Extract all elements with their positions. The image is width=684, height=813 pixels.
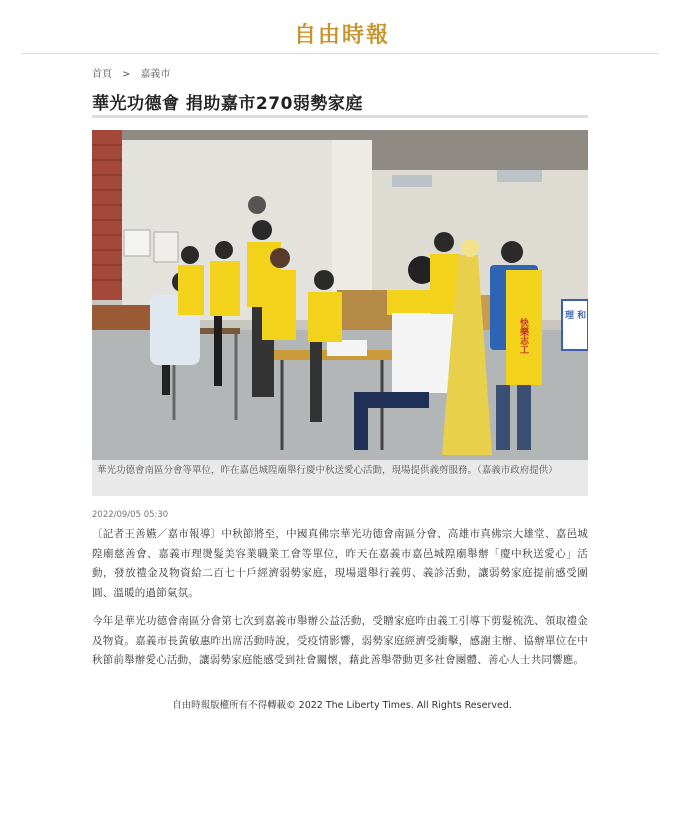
article-title: 華光功德會 捐助嘉市270弱勢家庭 [92, 94, 363, 114]
publish-date: 2022/09/05 05:30 [92, 510, 169, 520]
photo-illustration [92, 130, 588, 460]
breadcrumb [92, 65, 170, 80]
photo-caption: 華光功德會南區分會等單位，昨在嘉邑城隍廟舉行慶中秋送愛心活動，現場提供義剪服務。（嘉義市政府提供） [92, 460, 588, 496]
title-divider [92, 115, 588, 118]
article-paragraph: 〔記者王善嬿／嘉市報導〕中秋節將至，中國真佛宗華光功德會南區分會、高雄市真佛宗大雄堂、嘉邑城隍廟慈善會、嘉義市理燙髮美容業職業工會等單位，昨天在嘉義市嘉邑城隍廟舉辦「慶中秋送愛心」活動，發放禮金及物資給二百七十戶經濟弱勢家庭，現場還舉行義剪、義診活動，讓弱勢家庭提前感受團圓、溫暖的過節氣氛。 [92, 528, 588, 599]
photo-vest-text: 快樂志工 [518, 318, 528, 354]
article-photo[interactable] [92, 130, 588, 460]
breadcrumb-separator: > [122, 69, 131, 80]
site-logo-text: 自由時報 [293, 22, 390, 48]
copyright-notice: 自由時報版權所有不得轉載© 2022 The Liberty Times. All Rights Reserved. [172, 700, 512, 711]
article-paragraph: 今年是華光功德會南區分會第七次到嘉義市舉辦公益活動，受贈家庭昨由義工引導下剪髮梳洗、領取禮金及物資。嘉義市長黃敏惠昨出席活動時說，受疫情影響，弱勢家庭經濟受衝擊，感謝主辦、協辦單位在中秋節前舉辦愛心活動，讓弱勢家庭能感受到社會關懷，藉此善舉帶動更多社會團體、善心人士共同響應。 [92, 615, 588, 666]
breadcrumb-section-link[interactable]: 嘉義市 [140, 69, 171, 80]
site-logo[interactable] [0, 18, 684, 49]
breadcrumb-home-link[interactable]: 首頁 [92, 69, 112, 80]
photo-sign-text: 理 和 [565, 311, 587, 321]
header-divider [22, 53, 658, 54]
